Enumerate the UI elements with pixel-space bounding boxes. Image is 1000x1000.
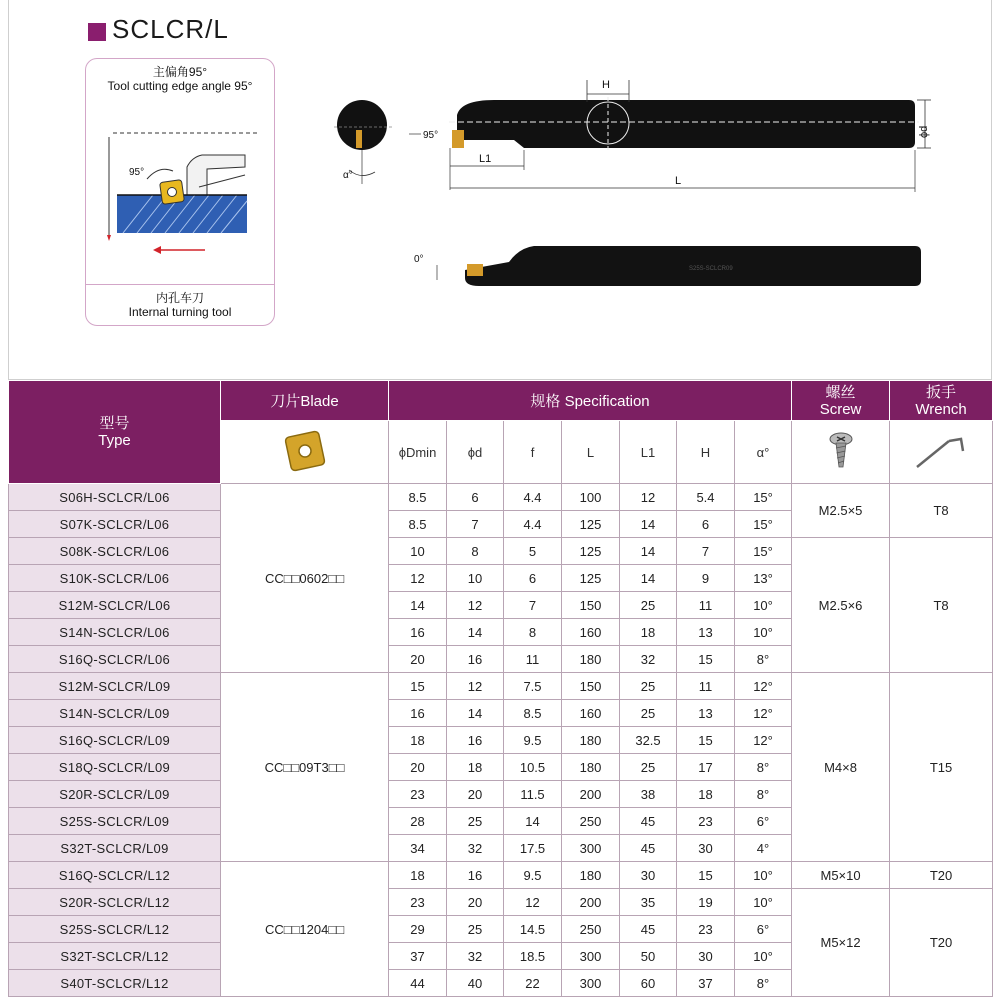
spec-value-cell: 16 <box>389 619 447 646</box>
wrench-image <box>890 421 993 484</box>
h-label: H <box>602 79 610 91</box>
spec-value-cell: 34 <box>389 835 447 862</box>
type-header-en: Type <box>98 432 131 449</box>
spec-value-cell: 15 <box>677 862 735 889</box>
title-marker <box>88 23 106 41</box>
spec-value-cell: 8° <box>735 646 792 673</box>
specification-table <box>8 380 993 997</box>
l1-label: L1 <box>479 153 492 165</box>
spec-value-cell: 7 <box>677 538 735 565</box>
screw-cell: M2.5×6 <box>792 538 890 673</box>
spec-value-cell: 18 <box>677 781 735 808</box>
type-cell: S18Q-SCLCR/L09 <box>9 754 221 781</box>
zero-angle-label: 0° <box>414 254 424 265</box>
type-cell: S16Q-SCLCR/L12 <box>9 862 221 889</box>
type-cell: S12M-SCLCR/L09 <box>9 673 221 700</box>
blade-cell: CC□□1204□□ <box>221 862 389 997</box>
box-divider <box>86 284 274 285</box>
spec-value-cell: 13 <box>677 619 735 646</box>
spec-value-cell: 16 <box>447 862 504 889</box>
spec-value-cell: 15 <box>677 727 735 754</box>
spec-value-cell: 5 <box>504 538 562 565</box>
type-cell: S10K-SCLCR/L06 <box>9 565 221 592</box>
spec-value-cell: 6° <box>735 808 792 835</box>
spec-value-cell: 8.5 <box>389 511 447 538</box>
type-cell: S20R-SCLCR/L12 <box>9 889 221 916</box>
spec-value-cell: 160 <box>562 619 620 646</box>
spec-col-5: H <box>677 421 735 484</box>
spec-value-cell: 11 <box>504 646 562 673</box>
spec-value-cell: 12 <box>447 592 504 619</box>
type-cell: S14N-SCLCR/L09 <box>9 700 221 727</box>
spec-value-cell: 32 <box>447 943 504 970</box>
spec-value-cell: 14 <box>620 511 677 538</box>
spec-value-cell: 180 <box>562 754 620 781</box>
spec-col-0: ϕDmin <box>389 421 447 484</box>
spec-header <box>389 381 792 421</box>
spec-value-cell: 20 <box>389 754 447 781</box>
spec-value-cell: 17 <box>677 754 735 781</box>
spec-value-cell: 150 <box>562 673 620 700</box>
table-row <box>9 889 993 916</box>
spec-value-cell: 18 <box>389 862 447 889</box>
spec-value-cell: 38 <box>620 781 677 808</box>
spec-col-6: α° <box>735 421 792 484</box>
spec-value-cell: 20 <box>447 781 504 808</box>
angle-box-en-title: Tool cutting edge angle 95° <box>107 79 253 93</box>
blade-cell: CC□□09T3□□ <box>221 673 389 862</box>
spec-value-cell: 23 <box>677 808 735 835</box>
spec-value-cell: 4.4 <box>504 484 562 511</box>
spec-value-cell: 14 <box>620 538 677 565</box>
screw-cell: M5×12 <box>792 889 890 997</box>
angle-box-en-caption: Internal turning tool <box>128 305 232 319</box>
wrench-cell: T20 <box>890 862 993 889</box>
spec-value-cell: 32.5 <box>620 727 677 754</box>
illustration-angle-label: 95° <box>129 167 145 178</box>
type-cell: S06H-SCLCR/L06 <box>9 484 221 511</box>
wrench-cell: T8 <box>890 538 993 673</box>
spec-value-cell: 37 <box>677 970 735 997</box>
side-angle-label: 95° <box>423 130 439 141</box>
alpha-label: α° <box>343 170 353 181</box>
spec-value-cell: 45 <box>620 808 677 835</box>
table-body <box>9 484 993 997</box>
spec-value-cell: 12 <box>389 565 447 592</box>
screw-cell: M4×8 <box>792 673 890 862</box>
spec-value-cell: 25 <box>447 916 504 943</box>
spec-value-cell: 28 <box>389 808 447 835</box>
spec-value-cell: 8.5 <box>504 700 562 727</box>
spec-value-cell: 17.5 <box>504 835 562 862</box>
spec-value-cell: 44 <box>389 970 447 997</box>
spec-value-cell: 180 <box>562 646 620 673</box>
spec-value-cell: 16 <box>389 700 447 727</box>
internal-turning-illustration <box>87 127 273 277</box>
type-cell: S25S-SCLCR/L09 <box>9 808 221 835</box>
spec-value-cell: 7.5 <box>504 673 562 700</box>
spec-value-cell: 9 <box>677 565 735 592</box>
spec-value-cell: 37 <box>389 943 447 970</box>
spec-value-cell: 8° <box>735 781 792 808</box>
spec-value-cell: 300 <box>562 970 620 997</box>
spec-value-cell: 10° <box>735 943 792 970</box>
spec-value-cell: 23 <box>677 916 735 943</box>
spec-value-cell: 14 <box>389 592 447 619</box>
type-cell: S08K-SCLCR/L06 <box>9 538 221 565</box>
type-cell: S25S-SCLCR/L12 <box>9 916 221 943</box>
cutting-angle-box <box>85 58 275 326</box>
spec-value-cell: 16 <box>447 646 504 673</box>
spec-value-cell: 14 <box>447 619 504 646</box>
spec-value-cell: 15° <box>735 511 792 538</box>
spec-value-cell: 12° <box>735 727 792 754</box>
type-cell: S14N-SCLCR/L06 <box>9 619 221 646</box>
spec-value-cell: 11 <box>677 592 735 619</box>
spec-value-cell: 18.5 <box>504 943 562 970</box>
spec-value-cell: 100 <box>562 484 620 511</box>
spec-value-cell: 30 <box>620 862 677 889</box>
spec-value-cell: 7 <box>504 592 562 619</box>
spec-value-cell: 8° <box>735 754 792 781</box>
spec-value-cell: 180 <box>562 727 620 754</box>
spec-value-cell: 250 <box>562 808 620 835</box>
wrench-header-cn: 扳手 <box>926 383 957 401</box>
spec-value-cell: 12° <box>735 673 792 700</box>
page-title: SCLCR/L <box>112 14 229 44</box>
bar-marking: S25S-SCLCR09 <box>689 266 733 272</box>
spec-value-cell: 25 <box>620 700 677 727</box>
spec-value-cell: 45 <box>620 835 677 862</box>
spec-value-cell: 15 <box>389 673 447 700</box>
spec-value-cell: 19 <box>677 889 735 916</box>
spec-value-cell: 10° <box>735 592 792 619</box>
spec-value-cell: 6 <box>504 565 562 592</box>
spec-value-cell: 30 <box>677 835 735 862</box>
spec-value-cell: 18 <box>389 727 447 754</box>
spec-value-cell: 16 <box>447 727 504 754</box>
spec-value-cell: 8 <box>504 619 562 646</box>
l-label: L <box>675 175 682 187</box>
type-cell: S16Q-SCLCR/L06 <box>9 646 221 673</box>
blade-cell: CC□□0602□□ <box>221 484 389 673</box>
type-cell: S20R-SCLCR/L09 <box>9 781 221 808</box>
table-row <box>9 538 993 565</box>
spec-value-cell: 10° <box>735 619 792 646</box>
screw-cell: M2.5×5 <box>792 484 890 538</box>
spec-value-cell: 10 <box>447 565 504 592</box>
spec-value-cell: 4° <box>735 835 792 862</box>
spec-value-cell: 14 <box>620 565 677 592</box>
type-header-cn: 型号 <box>99 415 130 432</box>
spec-value-cell: 11.5 <box>504 781 562 808</box>
screw-header <box>792 381 890 421</box>
spec-value-cell: 12° <box>735 700 792 727</box>
table-row <box>9 673 993 700</box>
spec-value-cell: 30 <box>677 943 735 970</box>
screw-header-cn: 螺丝 <box>825 383 856 401</box>
spec-value-cell: 12 <box>620 484 677 511</box>
spec-value-cell: 14.5 <box>504 916 562 943</box>
spec-value-cell: 20 <box>447 889 504 916</box>
type-cell: S12M-SCLCR/L06 <box>9 592 221 619</box>
spec-value-cell: 10° <box>735 889 792 916</box>
spec-value-cell: 200 <box>562 781 620 808</box>
spec-value-cell: 23 <box>389 889 447 916</box>
spec-value-cell: 12 <box>504 889 562 916</box>
type-cell: S16Q-SCLCR/L09 <box>9 727 221 754</box>
wrench-cell: T15 <box>890 673 993 862</box>
spec-value-cell: 40 <box>447 970 504 997</box>
spec-value-cell: 13° <box>735 565 792 592</box>
drawing-panel <box>8 0 992 380</box>
spec-header-en: Specification <box>564 393 650 410</box>
spec-value-cell: 50 <box>620 943 677 970</box>
spec-value-cell: 13 <box>677 700 735 727</box>
spec-value-cell: 32 <box>447 835 504 862</box>
spec-value-cell: 10 <box>389 538 447 565</box>
spec-value-cell: 45 <box>620 916 677 943</box>
screw-cell: M5×10 <box>792 862 890 889</box>
spec-value-cell: 300 <box>562 835 620 862</box>
type-cell: S07K-SCLCR/L06 <box>9 511 221 538</box>
specification-table-wrap <box>8 380 992 997</box>
spec-value-cell: 160 <box>562 700 620 727</box>
spec-value-cell: 200 <box>562 889 620 916</box>
spec-value-cell: 6° <box>735 916 792 943</box>
table-row <box>9 862 993 889</box>
spec-value-cell: 10.5 <box>504 754 562 781</box>
spec-value-cell: 8.5 <box>389 484 447 511</box>
d-label: ϕd <box>918 125 930 138</box>
spec-value-cell: 125 <box>562 511 620 538</box>
spec-value-cell: 8 <box>447 538 504 565</box>
spec-value-cell: 25 <box>620 754 677 781</box>
spec-header-cn: 规格 <box>530 393 561 410</box>
screw-icon <box>826 431 856 471</box>
spec-value-cell: 14 <box>504 808 562 835</box>
spec-value-cell: 12 <box>447 673 504 700</box>
spec-col-4: L1 <box>620 421 677 484</box>
screw-image <box>792 421 890 484</box>
spec-value-cell: 22 <box>504 970 562 997</box>
spec-value-cell: 32 <box>620 646 677 673</box>
spec-value-cell: 14 <box>447 700 504 727</box>
spec-value-cell: 6 <box>447 484 504 511</box>
spec-value-cell: 15° <box>735 538 792 565</box>
spec-value-cell: 250 <box>562 916 620 943</box>
spec-value-cell: 9.5 <box>504 727 562 754</box>
spec-value-cell: 25 <box>447 808 504 835</box>
spec-value-cell: 23 <box>389 781 447 808</box>
type-header <box>9 381 221 484</box>
spec-value-cell: 125 <box>562 538 620 565</box>
spec-value-cell: 6 <box>677 511 735 538</box>
spec-value-cell: 11 <box>677 673 735 700</box>
wrench-header-en: Wrench <box>915 400 967 418</box>
wrench-header <box>890 381 993 421</box>
spec-value-cell: 18 <box>447 754 504 781</box>
type-cell: S32T-SCLCR/L09 <box>9 835 221 862</box>
wrench-cell: T20 <box>890 889 993 997</box>
spec-value-cell: 60 <box>620 970 677 997</box>
spec-value-cell: 15° <box>735 484 792 511</box>
screw-header-en: Screw <box>819 400 862 418</box>
spec-value-cell: 15 <box>677 646 735 673</box>
type-cell: S40T-SCLCR/L12 <box>9 970 221 997</box>
spec-value-cell: 150 <box>562 592 620 619</box>
spec-col-2: f <box>504 421 562 484</box>
spec-value-cell: 35 <box>620 889 677 916</box>
spec-value-cell: 20 <box>389 646 447 673</box>
spec-value-cell: 7 <box>447 511 504 538</box>
insert-image <box>221 421 389 484</box>
spec-value-cell: 29 <box>389 916 447 943</box>
spec-value-cell: 180 <box>562 862 620 889</box>
wrench-icon <box>911 431 971 471</box>
spec-value-cell: 9.5 <box>504 862 562 889</box>
insert-icon <box>282 428 328 474</box>
angle-box-cn-caption: 内孔车刀 <box>155 291 204 305</box>
spec-value-cell: 5.4 <box>677 484 735 511</box>
spec-col-3: L <box>562 421 620 484</box>
spec-value-cell: 125 <box>562 565 620 592</box>
spec-value-cell: 10° <box>735 862 792 889</box>
table-row <box>9 484 993 511</box>
spec-value-cell: 25 <box>620 592 677 619</box>
type-cell: S32T-SCLCR/L12 <box>9 943 221 970</box>
spec-col-1: ϕd <box>447 421 504 484</box>
spec-value-cell: 25 <box>620 673 677 700</box>
spec-value-cell: 8° <box>735 970 792 997</box>
tool-dimension-drawing <box>319 70 969 370</box>
wrench-cell: T8 <box>890 484 993 538</box>
spec-value-cell: 18 <box>620 619 677 646</box>
angle-box-cn-title: 主偏角95° <box>152 65 208 79</box>
spec-value-cell: 300 <box>562 943 620 970</box>
blade-header: 刀片Blade <box>221 381 389 421</box>
spec-value-cell: 4.4 <box>504 511 562 538</box>
